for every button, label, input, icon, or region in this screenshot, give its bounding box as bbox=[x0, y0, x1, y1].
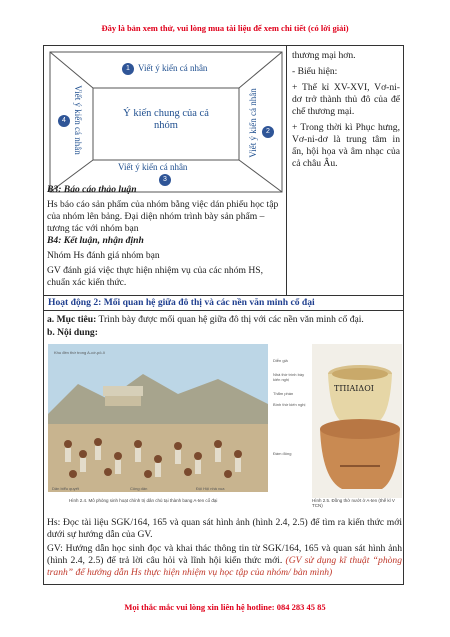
top-individual-label: Viết ý kiến cá nhân bbox=[138, 63, 208, 73]
group-opinion-label: Ý kiến chung của cả nhóm bbox=[123, 108, 209, 131]
teacher-guidance-main: GV: Hướng dẫn học sinh đọc và khai thác thông tin từ SGK/164, 165 và quan sát hình ảnh (hình 2.4, 2.5) để trả lời câu hỏi và lĩnh hội kiến thức mới. bbox=[47, 543, 402, 566]
right-individual-label: Viết ý kiến cá nhân bbox=[248, 88, 258, 158]
fig1-tag-5: Bình thờ kiến nghị bbox=[273, 402, 306, 407]
group-number-1: 1 bbox=[122, 63, 134, 75]
right-line-2: - Biểu hiện: bbox=[292, 66, 338, 77]
fig1-tag-8: Công dân bbox=[130, 486, 148, 491]
objective-line bbox=[47, 314, 402, 326]
group-number-2: 2 bbox=[262, 126, 274, 138]
fig1-tag-4: Thẩm phán bbox=[273, 391, 294, 396]
fig1-tag-2: Diễn giả bbox=[273, 358, 288, 363]
right-line-4: + Trong thời kì Phục hưng, Vơ-ni-dơ là trung tâm in ấn, hội họa và âm nhạc của cả châu Âu. bbox=[292, 122, 400, 169]
left-individual-label: Viết ý kiến cá nhân bbox=[73, 85, 83, 155]
b4-line2: GV đánh giá việc thực hiện nhiệm vụ của các nhóm HS, chuẩn xác kiến thức. bbox=[47, 265, 264, 288]
lesson-table bbox=[43, 45, 404, 585]
preview-banner: Đây là bản xem thử, vui lòng mua tài liệu để xem chi tiết (có lời giải) bbox=[101, 23, 349, 33]
group-number-3: 3 bbox=[159, 174, 171, 186]
row-divider-2 bbox=[44, 310, 403, 311]
b3-text: Hs báo cáo sản phẩm của nhóm bằng việc dán phiếu học tập của nhóm lên bảng. Đại diện nhóm trình bày sản phẩm – tương tác với nhóm bạn bbox=[47, 199, 279, 234]
right-cell-text bbox=[292, 50, 400, 170]
teacher-guidance-note: (GV sử dụng kĩ thuật “phòng tranh” để hướng dẫn Hs thực hiện nhiệm vụ học tập của nhóm/ bàn mình) bbox=[47, 555, 403, 578]
fig1-tag-6: Đám đông bbox=[273, 451, 292, 456]
objective-text: Trình bày được mối quan hệ giữa đô thị với các nền văn minh cổ đại. bbox=[96, 314, 364, 325]
fig1-tag-7: Dân biểu quyết bbox=[52, 486, 79, 491]
teacher-guidance-text bbox=[47, 543, 402, 579]
b3-title: B3: Báo cáo thảo luận bbox=[47, 184, 137, 195]
content-label: b. Nội dung: bbox=[47, 327, 98, 338]
right-line-3: + Thế kỉ XV-XVI, Vơ-ni-dơ trở thành thủ đô của để chế thương mại. bbox=[292, 82, 400, 117]
ostracon-figure bbox=[312, 344, 402, 498]
fig1-caption: Hình 2.4. Mô phỏng sinh hoạt chính trị dân chủ tại thành bang A-ten cổ đại bbox=[69, 498, 218, 503]
column-divider bbox=[286, 46, 287, 295]
bottom-individual-label: Viết ý kiến cá nhân bbox=[118, 162, 188, 172]
fig2-caption: Hình 2.5. Đồng thờ nướt ở A-ten (thế kỉ V TCN) bbox=[312, 498, 395, 508]
athens-assembly-figure bbox=[48, 344, 268, 504]
ostracon-inscription: ΤΠΙΑΙΔΟΙ bbox=[334, 384, 374, 393]
row-divider bbox=[44, 295, 403, 296]
hotline-banner: Mọi thắc mắc vui lòng xin liên hệ hotline: 084 283 45 85 bbox=[124, 602, 326, 612]
student-task-text: Hs: Đọc tài liệu SGK/164, 165 và quan sát hình ảnh (hình 2.4, 2.5) để tìm ra kiến thức mới dưới sự hướng dẫn của GV. bbox=[47, 517, 402, 540]
activity-heading: Hoạt động 2: Mối quan hệ giữa đô thị và các nền văn minh cổ đại bbox=[48, 297, 315, 308]
fig1-tag-3: Nhà thờ trình bày kiến nghị bbox=[273, 372, 305, 382]
right-line-1: thương mại hơn. bbox=[292, 50, 356, 61]
group-number-4: 4 bbox=[58, 115, 70, 127]
b4-title: B4: Kết luận, nhận định bbox=[47, 235, 144, 246]
fig1-tag-9: Đội Hội nhà vua bbox=[196, 486, 225, 491]
b4-line1: Nhóm Hs đánh giá nhóm bạn bbox=[47, 250, 160, 261]
fig1-tag-1: Khu đền thờ trong A-cờ-pô-li bbox=[54, 350, 105, 355]
left-cell-text bbox=[47, 184, 283, 289]
objective-label: a. Mục tiêu: bbox=[47, 314, 97, 325]
